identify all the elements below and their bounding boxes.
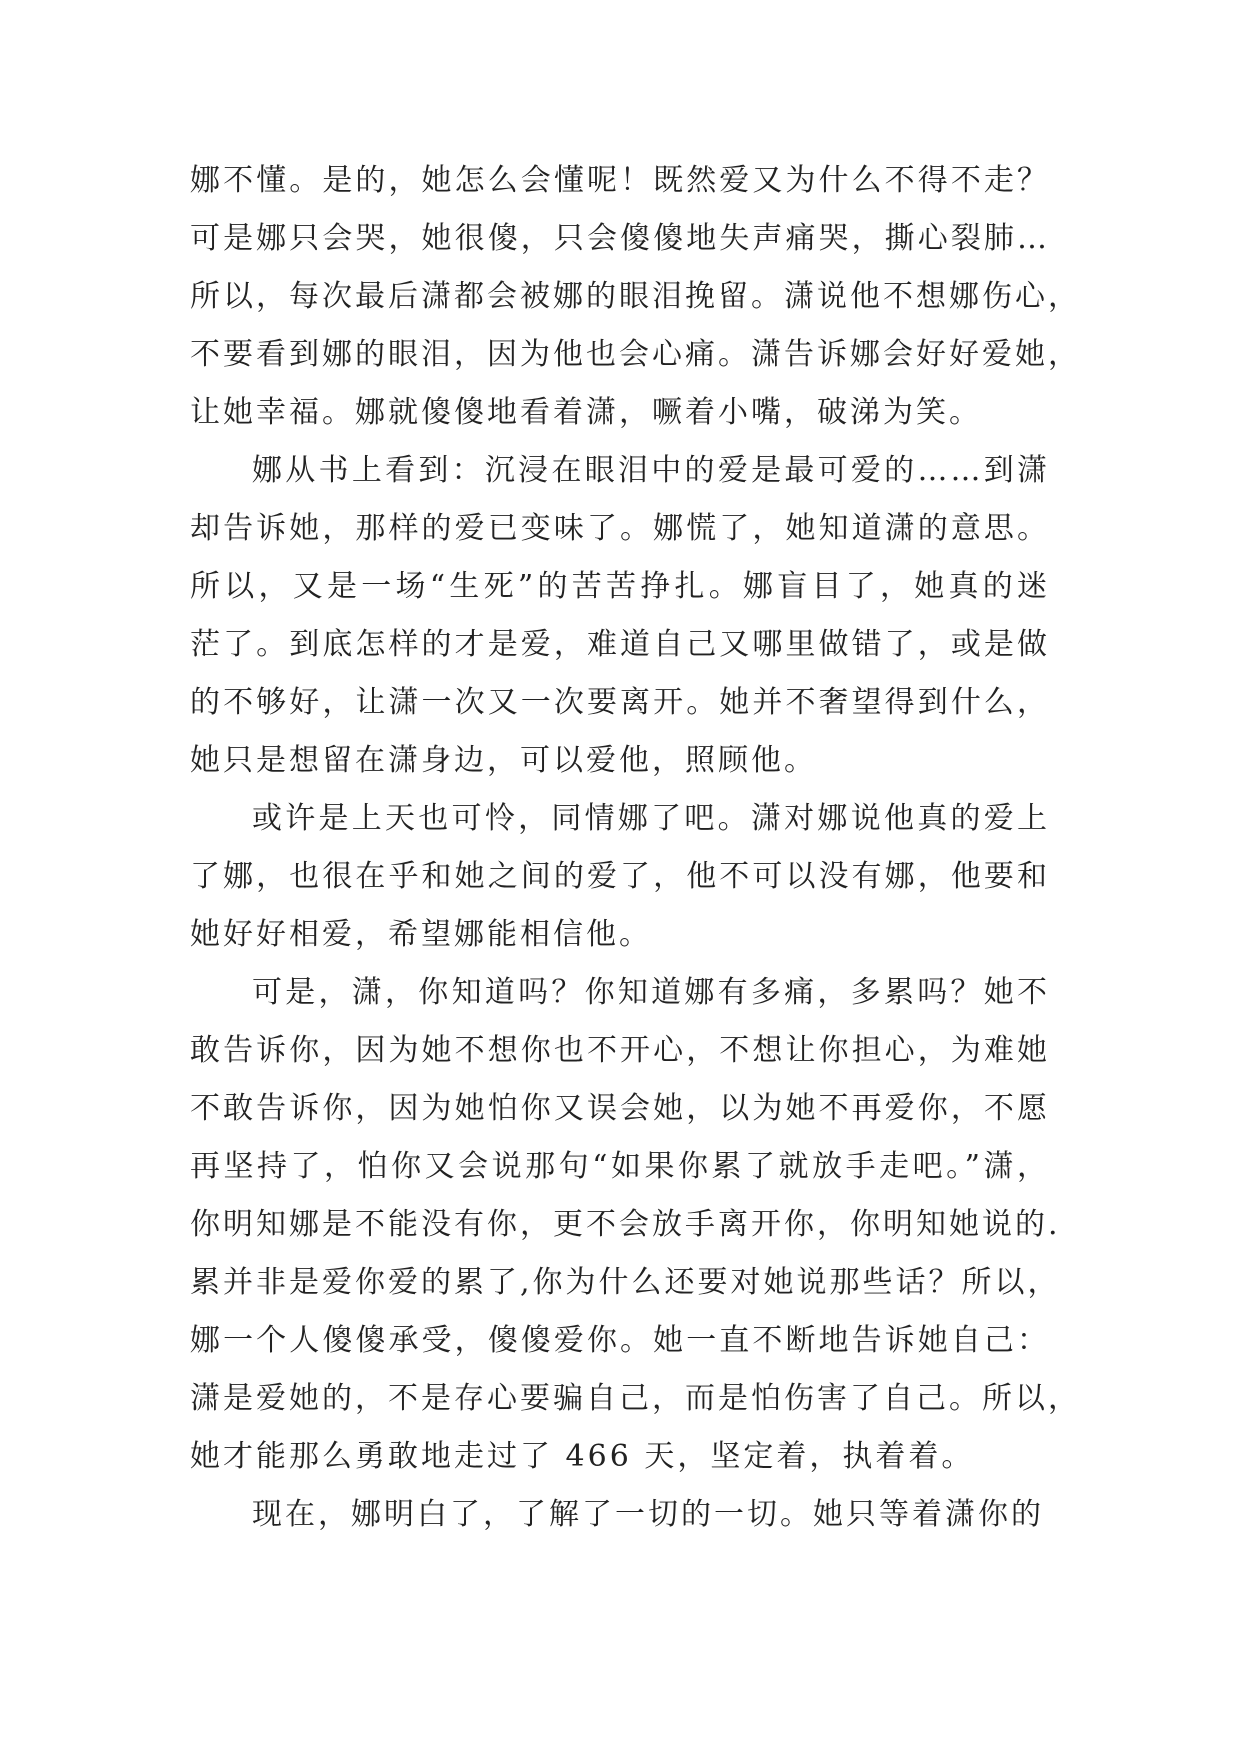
text-line: 她才能那么勇敢地走过了 466 天，坚定着，执着着。 — [190, 1439, 975, 1474]
text-line: 的不够好，让潇一次又一次要离开。她并不奢望得到什么， — [190, 685, 1050, 720]
text-line: 了娜，也很在乎和她之间的爱了，他不可以没有娜，他要和 — [190, 859, 1050, 894]
paragraph-first-line: 娜从书上看到：沉浸在眼泪中的爱是最可爱的……到潇 — [252, 453, 1050, 488]
document-body — [190, 152, 1081, 1544]
text-line: 可是娜只会哭，她很傻，只会傻傻地失声痛哭，撕心裂肺… — [190, 221, 1050, 256]
text-line: 却告诉她，那样的爱已变味了。娜慌了，她知道潇的意思。 — [190, 511, 1050, 546]
text-line: 所以，每次最后潇都会被娜的眼泪挽留。潇说他不想娜伤心， — [190, 279, 1081, 314]
text-line: 她好好相爱，希望娜能相信他。 — [190, 917, 652, 952]
paragraph-first-line: 现在，娜明白了，了解了一切的一切。她只等着潇你的 — [252, 1497, 1044, 1532]
text-line: 再坚持了，怕你又会说那句“如果你累了就放手走吧。”潇， — [190, 1149, 1050, 1184]
text-line: 累并非是爱你爱的累了,你为什么还要对她说那些话？所以， — [190, 1265, 1061, 1300]
text-line: 不敢告诉你，因为她怕你又误会她，以为她不再爱你，不愿 — [190, 1091, 1050, 1126]
text-line: 不要看到娜的眼泪，因为他也会心痛。潇告诉娜会好好爱她， — [190, 337, 1081, 372]
text-line: 敢告诉你，因为她不想你也不开心，不想让你担心，为难她 — [190, 1033, 1050, 1068]
text-line: 你明知娜是不能没有你，更不会放手离开你，你明知她说的. — [190, 1207, 1061, 1242]
text-line: 她只是想留在潇身边，可以爱他，照顾他。 — [190, 743, 817, 778]
text-line: 所以，又是一场“生死”的苦苦挣扎。娜盲目了，她真的迷 — [190, 569, 1050, 604]
text-line: 潇是爱她的，不是存心要骗自己，而是怕伤害了自己。所以， — [190, 1381, 1081, 1416]
text-line: 让她幸福。娜就傻傻地看着潇，噘着小嘴，破涕为笑。 — [190, 395, 982, 430]
text-line: 娜不懂。是的，她怎么会懂呢！既然爱又为什么不得不走？ — [190, 163, 1050, 198]
text-line: 茫了。到底怎样的才是爱，难道自己又哪里做错了，或是做 — [190, 627, 1050, 662]
paragraph-first-line: 或许是上天也可怜，同情娜了吧。潇对娜说他真的爱上 — [252, 801, 1050, 836]
paragraph-first-line: 可是，潇，你知道吗？你知道娜有多痛，多累吗？她不 — [252, 975, 1050, 1010]
text-line: 娜一个人傻傻承受，傻傻爱你。她一直不断地告诉她自己： — [190, 1323, 1050, 1358]
